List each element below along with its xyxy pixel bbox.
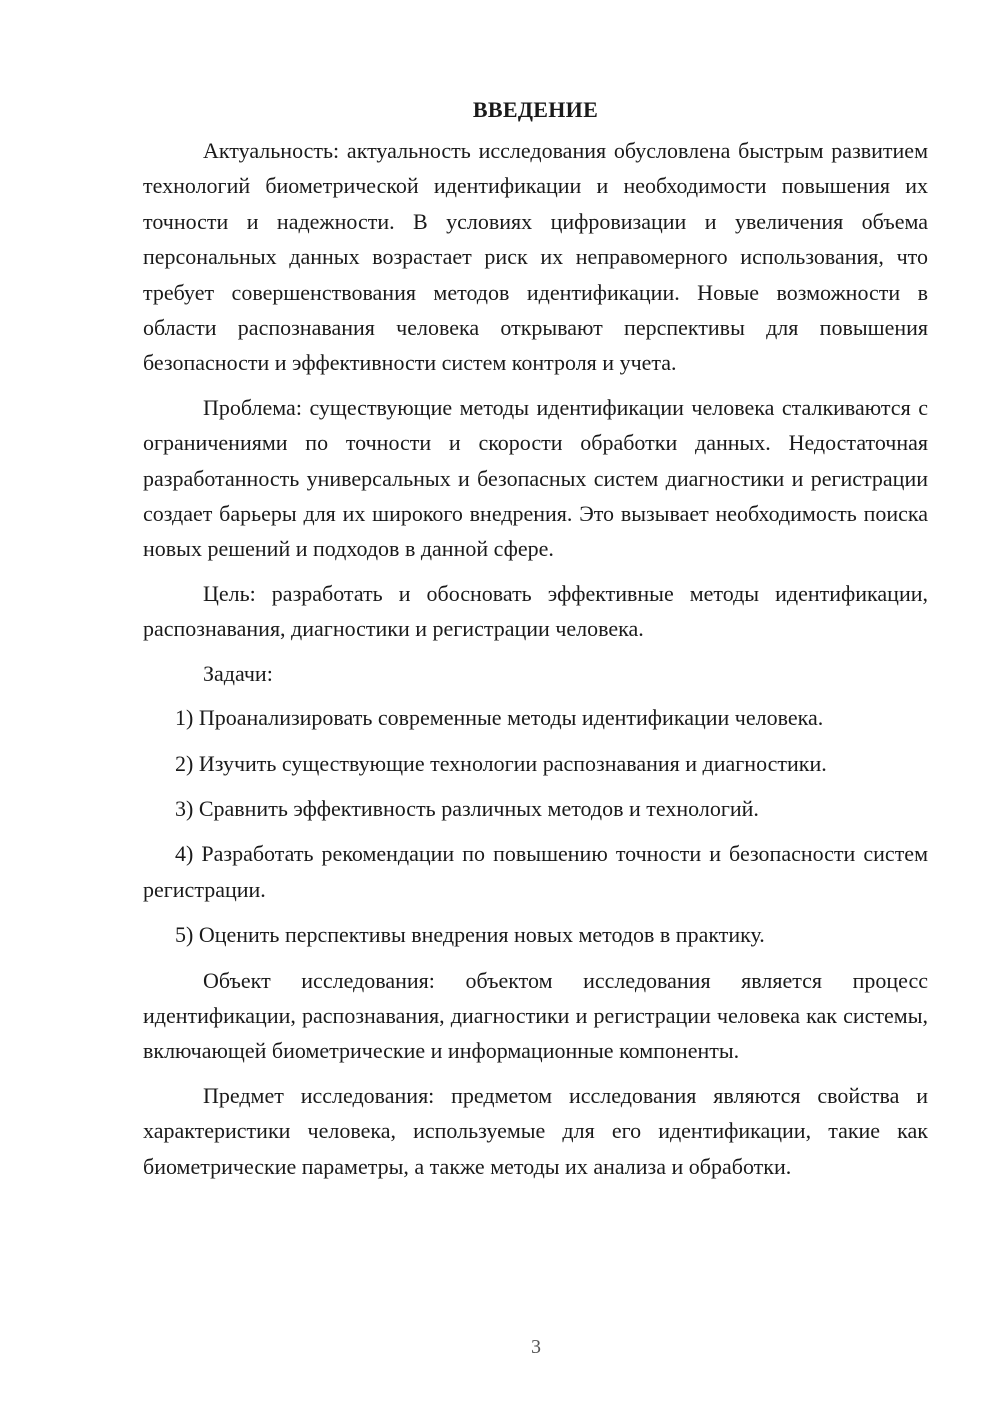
page-number: 3 [531,1336,541,1358]
task-item: 5) Оценить перспективы внедрения новых методов в практику. [175,922,765,948]
page-title: ВВЕДЕНИЕ [472,97,599,122]
goal-paragraph: Цель: разработать и обосновать эффективные методы идентификации, распознавания, диагностики и регистрации человека. [143,580,928,642]
task-item: 2) Изучить существующие технологии распознавания и диагностики. [175,750,827,776]
tasks-heading: Задачи: [203,660,273,686]
tasks-list [143,700,928,952]
problem-paragraph: Проблема: существующие методы идентификации человека сталкиваются с ограничениями по точности и скорости обработки данных. Недостаточная разработанность универсальных и безопасных систем диагностики и регистрации создает барьеры для их широкого внедрения. Это вызывает необходимость поиска новых решений и подходов в данной сфере. [143,394,928,562]
object-paragraph: Объект исследования: объектом исследования является процесс идентификации, распознавания, диагностики и регистрации человека как системы, включающей биометрические и информационные компоненты. [143,967,928,1064]
subject-paragraph: Предмет исследования: предметом исследования являются свойства и характеристики человека, используемые для его идентификации, такие как биометрические параметры, а также методы их анализа и обработки. [143,1082,928,1179]
relevance-paragraph: Актуальность: актуальность исследования обусловлена быстрым развитием технологий биометрической идентификации и необходимости повышения их точности и надежности. В условиях цифровизации и увеличения объема персональных данных возрастает риск их неправомерного использования, что требует совершенствования методов идентификации. Новые возможности в области распознавания человека открывают перспективы для повышения безопасности и эффективности систем контроля и учета. [143,138,928,376]
document-page [143,92,928,1193]
task-item: 3) Сравнить эффективность различных методов и технологий. [175,795,759,821]
task-item: 4) Разработать рекомендации по повышению точности и безопасности систем регистрации. [143,841,928,902]
task-item: 1) Проанализировать современные методы идентификации человека. [175,705,824,731]
